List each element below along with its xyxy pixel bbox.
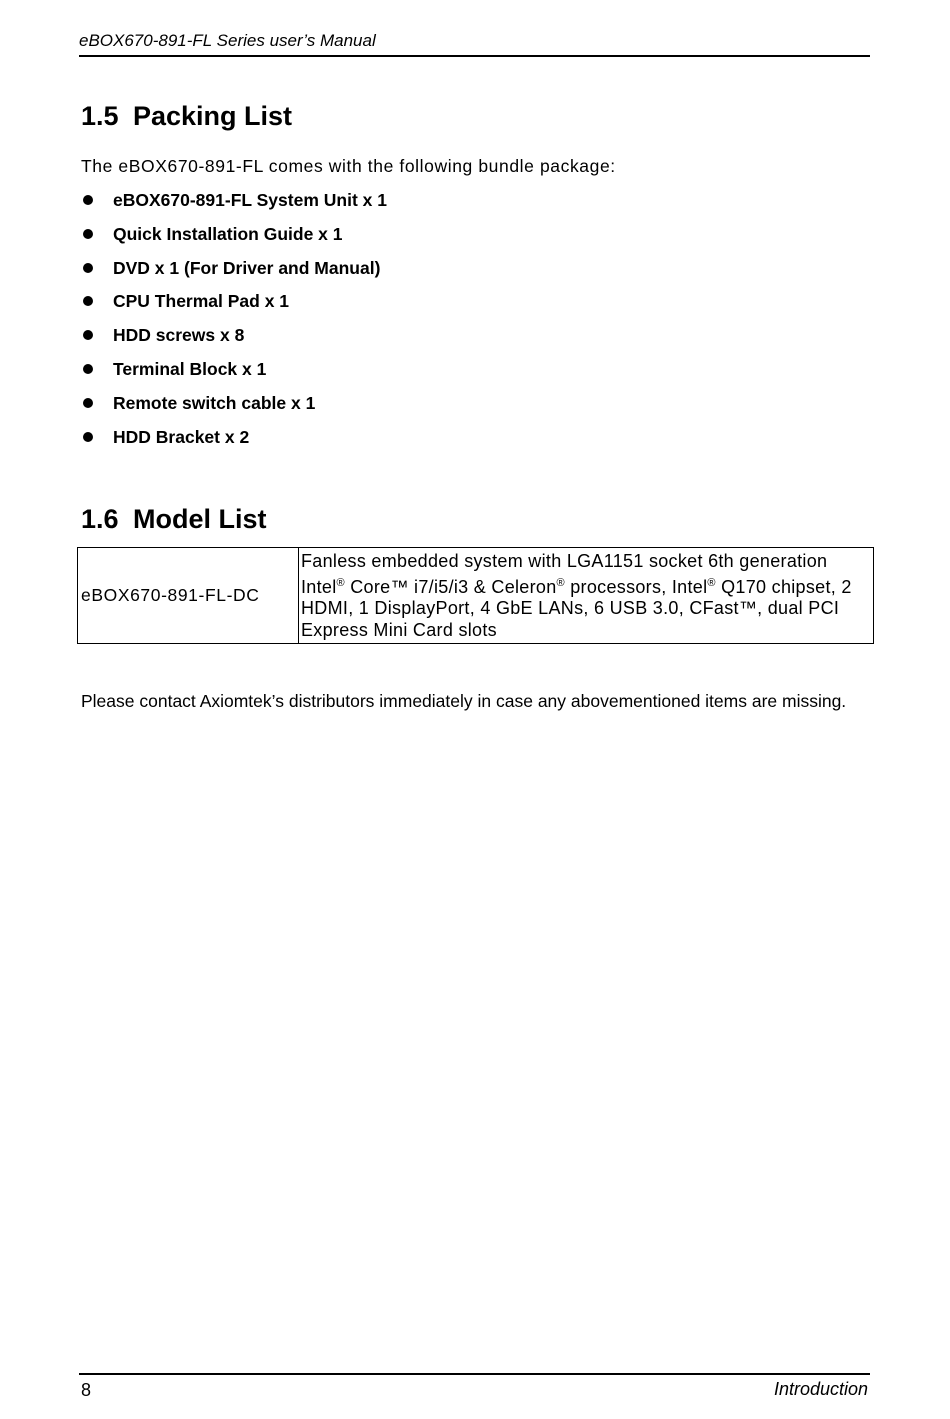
list-item: CPU Thermal Pad x 1	[81, 290, 387, 324]
contact-note: Please contact Axiomtek’s distributors immediately in case any abovementioned items are missing.	[81, 691, 847, 711]
list-item: HDD Bracket x 2	[81, 426, 387, 460]
running-header: eBOX670-891-FL Series user’s Manual	[79, 31, 376, 50]
footer-divider	[79, 1373, 870, 1375]
packing-list	[81, 189, 387, 459]
bullet-icon	[83, 330, 93, 340]
model-name-cell: eBOX670-891-FL-DC	[78, 548, 299, 644]
list-item: HDD screws x 8	[81, 324, 387, 358]
bullet-icon	[83, 296, 93, 306]
bullet-icon	[83, 229, 93, 239]
page-number: 8	[81, 1380, 92, 1400]
table-row	[78, 548, 874, 644]
section-heading-model-list	[81, 503, 267, 535]
section-number: 1.6	[81, 504, 119, 534]
section-title: Model List	[133, 504, 267, 534]
footer-section-name: Introduction	[773, 1379, 868, 1399]
packing-intro-text: The eBOX670-891-FL comes with the following bundle package:	[81, 156, 616, 176]
bullet-icon	[83, 263, 93, 273]
section-heading-packing-list	[81, 100, 292, 132]
model-table	[77, 547, 874, 644]
model-description-cell: Fanless embedded system with LGA1151 socket 6th generation Intel® Core™ i7/i5/i3 & Celeron® processors, Intel® Q170 chipset, 2 HDMI, 1 DisplayPort, 4 GbE LANs, 6 USB 3.0, CFast™, dual PCI Express Mini Card slots	[299, 548, 874, 644]
list-item: eBOX670-891-FL System Unit x 1	[81, 189, 387, 223]
bullet-icon	[83, 364, 93, 374]
list-item: Remote switch cable x 1	[81, 392, 387, 426]
list-item: Terminal Block x 1	[81, 358, 387, 392]
bullet-icon	[83, 432, 93, 442]
bullet-icon	[83, 398, 93, 408]
list-item: DVD x 1 (For Driver and Manual)	[81, 257, 387, 291]
header-divider	[79, 55, 870, 57]
list-item: Quick Installation Guide x 1	[81, 223, 387, 257]
section-number: 1.5	[81, 101, 119, 131]
bullet-icon	[83, 195, 93, 205]
section-title: Packing List	[133, 101, 293, 131]
